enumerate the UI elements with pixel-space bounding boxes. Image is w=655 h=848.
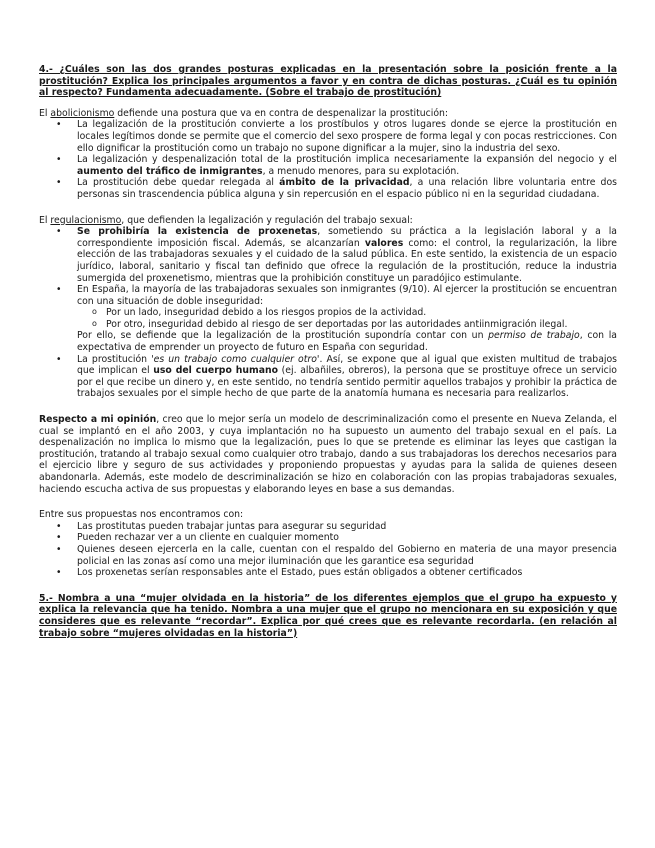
regulacionismo-list-continued: [39, 354, 617, 400]
list-item: • En España, la mayoría de las trabajadoras sexuales son inmigrantes (9/10). Al ejercer la prostitución se encuentran con una situación de doble inseguridad: o Por un lado, inseguridad debido a los riesgos propios de la actividad. o Por otro, inseguridad debido al riesgo de ser deportadas por las autoridades antiinmigración ilegal.: [39, 284, 617, 330]
list-item: • Los proxenetas serían responsables ante el Estado, pues están obligados a obtener certificados: [39, 567, 617, 579]
question-4-heading: 4.- ¿Cuáles son las dos grandes posturas explicadas en la presentación sobre la posición frente a la prostitución? Explica los principales argumentos a favor y en contra de dichas posturas. ¿Cuál es tu opinión al respecto? Fundamenta adecuadamente. (Sobre el trabajo de prostitución): [39, 64, 617, 99]
list-item: • La legalización de la prostitución convierte a los prostíbulos y otros lugares donde se ejerce la prostitución en locales legítimos donde se permite que el comercio del sexo prospere de forma legal y con pocas restricciones. Con ello dignificar la prostitución como un trabajo no supone dignificar a la mujer, sino la industria del sexo.: [39, 119, 617, 154]
document-page: [39, 64, 617, 639]
list-item: • Las prostitutas pueden trabajar juntas para asegurar su seguridad: [39, 521, 617, 533]
sub-list-item: o Por otro, inseguridad debido al riesgo de ser deportadas por las autoridades antiinmigración ilegal.: [39, 319, 617, 331]
list-item: • Quienes deseen ejercerla en la calle, cuentan con el respaldo del Gobierno en materia de una mayor presencia policial en las zonas así como una mejor iluminación que les garantice esa seguridad: [39, 544, 617, 567]
opinion-paragraph: Respecto a mi opinión, creo que lo mejor sería un modelo de descriminalización como el presente en Nueva Zelanda, el cual se implantó en el año 2003, y cuya implantación no ha supuesto un aumento del trabajo sexual en el país. La despenalización no implica lo mismo que la legalización, pues lo que se pretende es eliminar las leyes que castigan la prostitución, tratando al trabajo sexual como cualquier otro trabajo, dando a sus trabajadoras los derechos necesarios para el ejercicio libre y seguro de sus actividades y proponiendo propuestas y ayudas para la salida de quienes deseen abandonarla. Además, este modelo de descriminalización se hizo en colaboración con las propias trabajadoras sexuales, haciendo escucha activa de sus propuestas y elaborando leyes en base a sus demandas.: [39, 414, 617, 495]
regulacionismo-list: [39, 226, 617, 330]
list-item: • La legalización y despenalización total de la prostitución implica necesariamente la expansión del negocio y el aumento del tráfico de inmigrantes, a menudo menores, para su explotación.: [39, 154, 617, 177]
list-item: • La prostitución debe quedar relegada al ámbito de la privacidad, a una relación libre voluntaria entre dos personas sin trascendencia pública alguna y sin repercusión en el espacio público ni en la seguridad ciudadana.: [39, 177, 617, 200]
list-item: • Se prohibiría la existencia de proxenetas, sometiendo su práctica a la legislación laboral y a la correspondiente imposición fiscal. Además, se alcanzarían valores como: el control, la regularización, la libre elección de las trabajadoras sexuales y el cuidado de la salud pública. En este sentido, la existencia de un espacio jurídico, laboral, sanitario y fiscal tan definido que ofrece la regulación de la prostitución, reduce la industria sumergida del proxenetismo, mientras que la prohibición constituye un paradójico estimulante.: [39, 226, 617, 284]
sub-list: [77, 307, 617, 330]
abolicionismo-list: [39, 119, 617, 200]
regulacionismo-intro: El regulacionismo, que defienden la legalización y regulación del trabajo sexual:: [39, 214, 413, 226]
sub-list-item: o Por un lado, inseguridad debido a los riesgos propios de la actividad.: [39, 307, 617, 319]
permiso-trabajo-paragraph: Por ello, se defiende que la legalización de la prostitución supondría contar con un permiso de trabajo, con la expectativa de emprender un proyecto de futuro en España con seguridad.: [77, 330, 618, 354]
propuestas-list: [39, 521, 617, 579]
regulacionismo-term: regulacionismo: [50, 214, 122, 226]
question-5-heading: 5.- Nombra a una “mujer olvidada en la historia” de los diferentes ejemplos que el grupo ha expuesto y explica la relevancia que ha tenido. Nombra a una mujer que el grupo no mencionara en su exposición y que consideres que es relevante “recordar”. Explica por qué crees que es relevante recordarla. (en relación al trabajo sobre “mujeres olvidadas en la historia”): [39, 592, 617, 639]
abolicionismo-term: abolicionismo: [50, 107, 115, 119]
list-item: • La prostitución 'es un trabajo como cualquier otro'. Así, se expone que al igual que existen multitud de trabajos que implican el uso del cuerpo humano (ej. albañiles, obreros), la persona que se prostituye ofrece un servicio por el que recibe un dinero y, en este sentido, no tendría sentido permitir aquellos trabajos y prohibir la práctica de trabajos sexuales por el simple hecho de que parte de la anatomía humana es necesaria para realizarlos.: [39, 354, 617, 400]
list-item: • Pueden rechazar ver a un cliente en cualquier momento: [39, 532, 617, 544]
propuestas-intro: Entre sus propuestas nos encontramos con:: [39, 509, 244, 521]
abolicionismo-intro: El abolicionismo defiende una postura que va en contra de despenalizar la prostitución:: [39, 107, 449, 119]
